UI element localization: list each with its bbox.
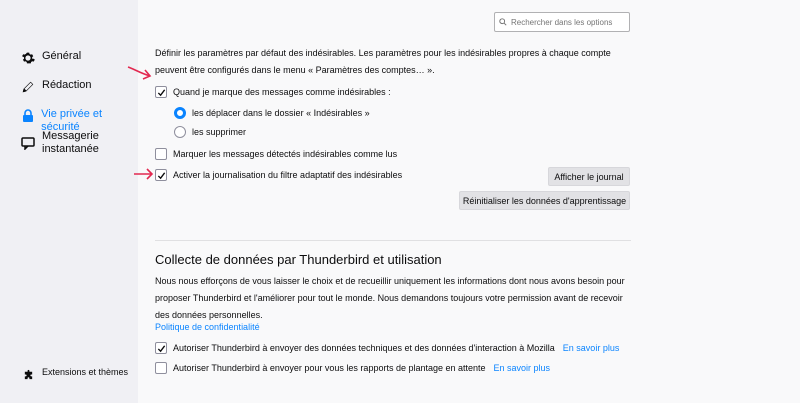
move-junk-label: les déplacer dans le dossier « Indésirables » (192, 108, 370, 118)
mark-read-label: Marquer les messages détectés indésirables comme lus (173, 149, 398, 159)
sidebar-item-label: Rédaction (42, 79, 92, 91)
lock-icon (20, 108, 35, 124)
pen-icon (20, 79, 36, 95)
enable-log-checkbox-row[interactable] (155, 169, 402, 181)
enable-log-checkbox[interactable] (155, 169, 167, 181)
data-collection-heading: Collecte de données par Thunderbird et utilisation (155, 252, 442, 267)
delete-junk-radio-row[interactable] (174, 126, 246, 138)
puzzle-icon (20, 366, 36, 382)
reset-training-button[interactable]: Réinitialiser les données d'apprentissage (459, 191, 630, 210)
mark-read-checkbox-row[interactable] (155, 148, 397, 160)
annotation-arrow-icon (126, 65, 154, 83)
chat-icon (20, 135, 36, 151)
crash-report-label: Autoriser Thunderbird à envoyer pour vous les rapports de plantage en attente (173, 363, 486, 373)
checkmark-icon (157, 344, 166, 353)
telemetry-label: Autoriser Thunderbird à envoyer des données techniques et des données d'interaction à Mozilla (173, 343, 555, 353)
mark-junk-checkbox-row[interactable] (155, 86, 391, 98)
privacy-policy-row (155, 322, 260, 332)
enable-log-label: Activer la journalisation du filtre adaptatif des indésirables (173, 170, 403, 180)
crash-report-learn-more-link[interactable]: En savoir plus (493, 363, 551, 373)
mark-read-checkbox[interactable] (155, 148, 167, 160)
move-junk-radio[interactable] (174, 107, 186, 119)
mark-junk-label: Quand je marque des messages comme indésirables : (173, 87, 391, 97)
telemetry-checkbox-row[interactable] (155, 342, 619, 354)
delete-junk-label: les supprimer (192, 127, 247, 137)
sidebar-item-composition[interactable] (20, 79, 92, 95)
telemetry-checkbox[interactable] (155, 342, 167, 354)
search-box[interactable] (494, 12, 630, 32)
junk-intro: Définir les paramètres par défaut des indésirables. Les paramètres pour les indésirables propres à chaque compte peuvent être configurés dans le menu « Paramètres des comptes… ». (155, 48, 611, 75)
gear-icon (20, 50, 36, 66)
crash-report-checkbox-row[interactable] (155, 362, 550, 374)
privacy-policy-link[interactable]: Politique de confidentialité (155, 322, 260, 332)
search-input[interactable] (511, 18, 621, 27)
move-junk-radio-row[interactable] (174, 107, 370, 119)
data-collection-desc: Nous nous efforçons de vous laisser le choix et de recueillir uniquement les informations dont nous avons besoin pour proposer Thunderbird et l'améliorer pour tout le monde. Nous demandons toujours votre permission avant de recevoir des données personnelles. (155, 276, 625, 320)
sidebar-item-label: Vie privée et sécurité (41, 108, 103, 133)
sidebar-item-label: Général (42, 50, 82, 62)
sidebar-item-addons[interactable] (20, 366, 128, 382)
show-log-button[interactable]: Afficher le journal (548, 167, 630, 186)
delete-junk-radio[interactable] (174, 126, 186, 138)
crash-report-checkbox[interactable] (155, 362, 167, 374)
sidebar-item-label: Messagerie instantanée (42, 130, 99, 155)
sidebar (0, 0, 138, 403)
search-icon (499, 15, 507, 29)
telemetry-learn-more-link[interactable]: En savoir plus (562, 343, 620, 353)
sidebar-item-label: Extensions et thèmes (42, 367, 129, 377)
section-divider (155, 240, 631, 241)
checkmark-icon (157, 171, 166, 180)
mark-junk-checkbox[interactable] (155, 86, 167, 98)
sidebar-item-chat[interactable] (20, 130, 122, 156)
checkmark-icon (157, 88, 166, 97)
sidebar-item-general[interactable] (20, 50, 81, 66)
annotation-arrow-icon (133, 167, 155, 181)
